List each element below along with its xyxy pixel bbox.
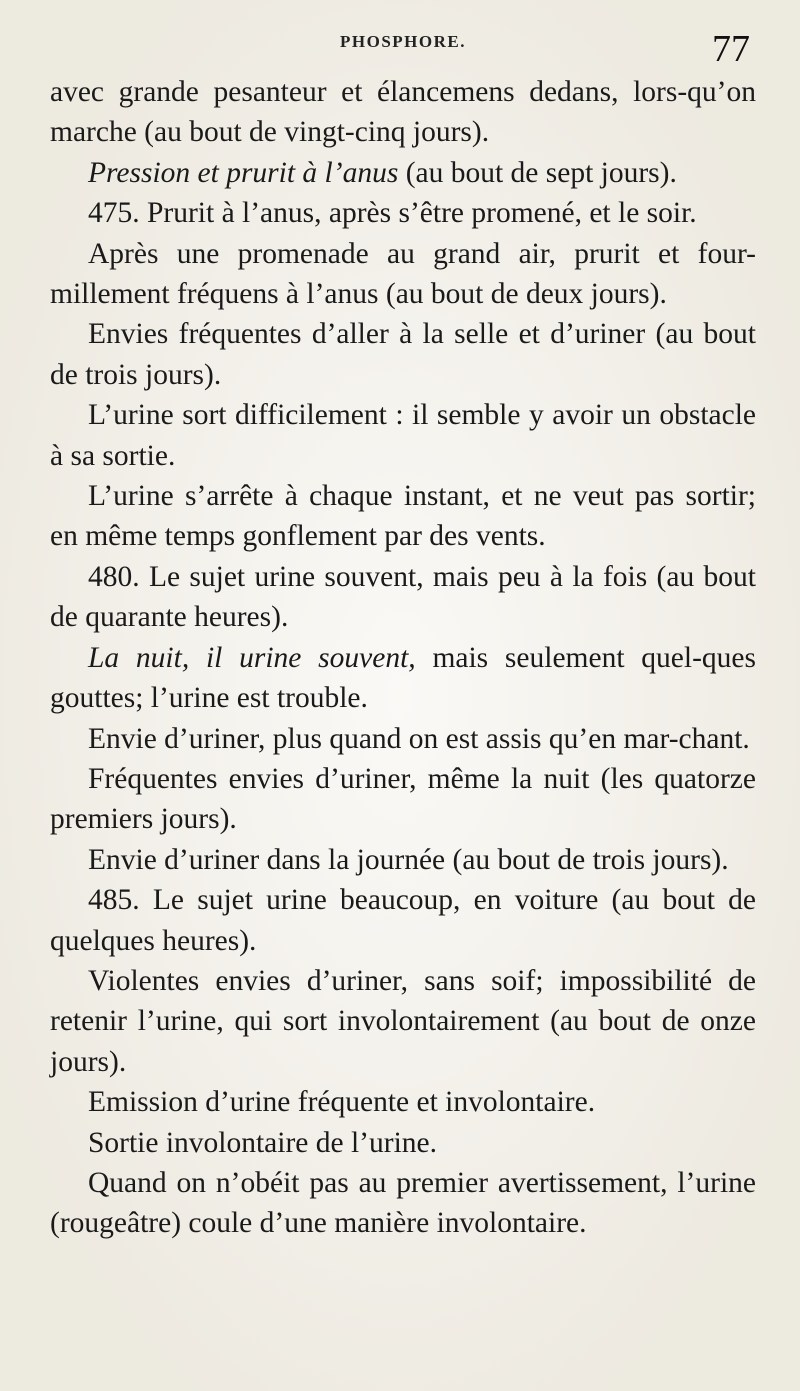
paragraph: 475. Prurit à l’anus, après s’être promené, et le soir. <box>88 197 697 230</box>
page-header <box>50 0 756 70</box>
paragraph: Quand on n’obéit pas au premier avertissement, l’urine (rougeâtre) coule d’une manière involontaire. <box>50 1166 756 1240</box>
paragraph: Sortie involontaire de l’urine. <box>88 1126 437 1159</box>
paragraph: Fréquentes envies d’uriner, même la nuit (les quatorze premiers jours). <box>50 762 756 836</box>
paragraph: 480. Le sujet urine souvent, mais peu à la fois (au bout de quarante heures). <box>50 560 756 634</box>
paragraph: La nuit, il urine souvent, mais seulement quel-ques gouttes; l’urine est trouble. <box>50 641 756 715</box>
paragraph: 485. Le sujet urine beaucoup, en voiture (au bout de quelques heures). <box>50 884 756 957</box>
paragraph: avec grande pesanteur et élancemens dedans, lors-qu’on marche (au bout de vingt-cinq jours). <box>50 76 756 149</box>
paragraph: L’urine sort difficilement : il semble y avoir un obstacle à sa sortie. <box>50 399 756 472</box>
paragraph: Après une promenade au grand air, prurit et four-millement fréquens à l’anus (au bout de deux jours). <box>50 237 756 311</box>
paragraph: Emission d’urine fréquente et involontaire. <box>88 1086 596 1119</box>
paragraph: Pression et prurit à l’anus (au bout de sept jours). <box>88 156 677 189</box>
page-number: 77 <box>712 28 750 70</box>
paragraph: Violentes envies d’uriner, sans soif; impossibilité de retenir l’urine, qui sort involontairement (au bout de onze jours). <box>50 964 756 1078</box>
running-title: PHOSPHORE. <box>340 32 466 51</box>
paragraph: L’urine s’arrête à chaque instant, et ne veut pas sortir; en même temps gonflement par des vents. <box>50 480 756 553</box>
paragraph: Envie d’uriner, plus quand on est assis qu’en mar-chant. <box>88 722 750 755</box>
paragraph: Envies fréquentes d’aller à la selle et d’uriner (au bout de trois jours). <box>50 318 756 391</box>
body-text <box>50 72 756 1244</box>
paragraph: Envie d’uriner dans la journée (au bout de trois jours). <box>88 843 729 876</box>
